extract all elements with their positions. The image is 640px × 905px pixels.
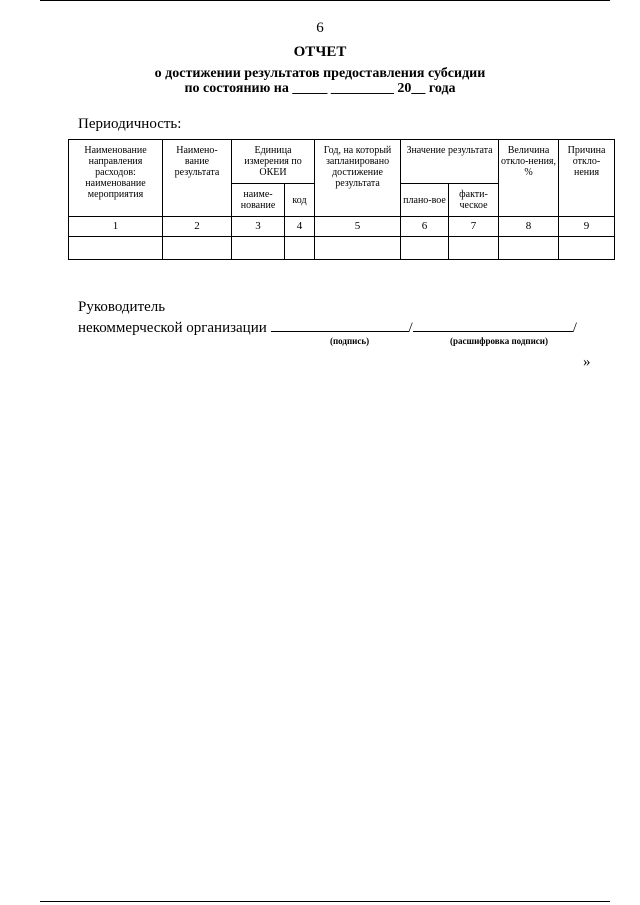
signature-slash-left: / xyxy=(408,320,413,336)
empty-cell xyxy=(449,237,499,260)
column-number: 2 xyxy=(163,217,232,237)
empty-cell xyxy=(232,237,285,260)
header-unit-name: наиме-нование xyxy=(232,184,285,217)
top-border-line xyxy=(40,0,610,1)
header-year: Год, на который запланировано достижение результата xyxy=(315,140,401,217)
report-title: ОТЧЕТ xyxy=(293,44,347,60)
column-number: 1 xyxy=(69,217,163,237)
header-value: Значение результата xyxy=(401,140,499,184)
signature-slash-right: / xyxy=(572,320,577,336)
column-number: 6 xyxy=(401,217,449,237)
empty-cell xyxy=(69,237,163,260)
empty-cell xyxy=(285,237,315,260)
caption-signature: (подпись) xyxy=(330,336,370,346)
periodicity-label: Периодичность: xyxy=(78,116,182,132)
header-unit: Единица измерения по ОКЕИ xyxy=(232,140,315,184)
signer-title-line-2-row xyxy=(78,317,577,338)
signature-field xyxy=(271,317,409,332)
caption-decoding: (расшифровка подписи) xyxy=(450,336,548,346)
subtitle-line-2: по состоянию на _____ _________ 20__ года xyxy=(184,81,456,96)
empty-cell xyxy=(401,237,449,260)
closing-quote: » xyxy=(583,354,591,370)
header-planned: плано-вое xyxy=(401,184,449,217)
header-result-name: Наимено-вание результата xyxy=(163,140,232,217)
header-direction: Наименование направления расходов: наименование мероприятия xyxy=(69,140,163,217)
bottom-border-line xyxy=(40,901,610,902)
column-number: 4 xyxy=(285,217,315,237)
header-deviation: Величина откло-нения, % xyxy=(499,140,559,217)
report-subtitle xyxy=(0,66,640,96)
header-actual: факти-ческое xyxy=(449,184,499,217)
empty-cell xyxy=(163,237,232,260)
signature-decoding-field xyxy=(413,317,573,332)
report-table xyxy=(68,139,615,260)
header-unit-code: код xyxy=(285,184,315,217)
empty-cell xyxy=(499,237,559,260)
subtitle-line-1: о достижении результатов предоставления субсидии xyxy=(154,66,486,81)
table-header-row-1 xyxy=(69,140,615,184)
page-number: 6 xyxy=(316,20,324,36)
column-number: 9 xyxy=(559,217,615,237)
signature-block xyxy=(78,297,577,338)
table-column-numbers-row xyxy=(69,217,615,237)
header-reason: Причина откло-нения xyxy=(559,140,615,217)
signer-title-line-1: Руководитель xyxy=(78,299,166,315)
table-empty-row xyxy=(69,237,615,260)
column-number: 8 xyxy=(499,217,559,237)
column-number: 7 xyxy=(449,217,499,237)
column-number: 5 xyxy=(315,217,401,237)
empty-cell xyxy=(315,237,401,260)
column-number: 3 xyxy=(232,217,285,237)
signer-title-line-2: некоммерческой организации xyxy=(78,320,267,336)
empty-cell xyxy=(559,237,615,260)
